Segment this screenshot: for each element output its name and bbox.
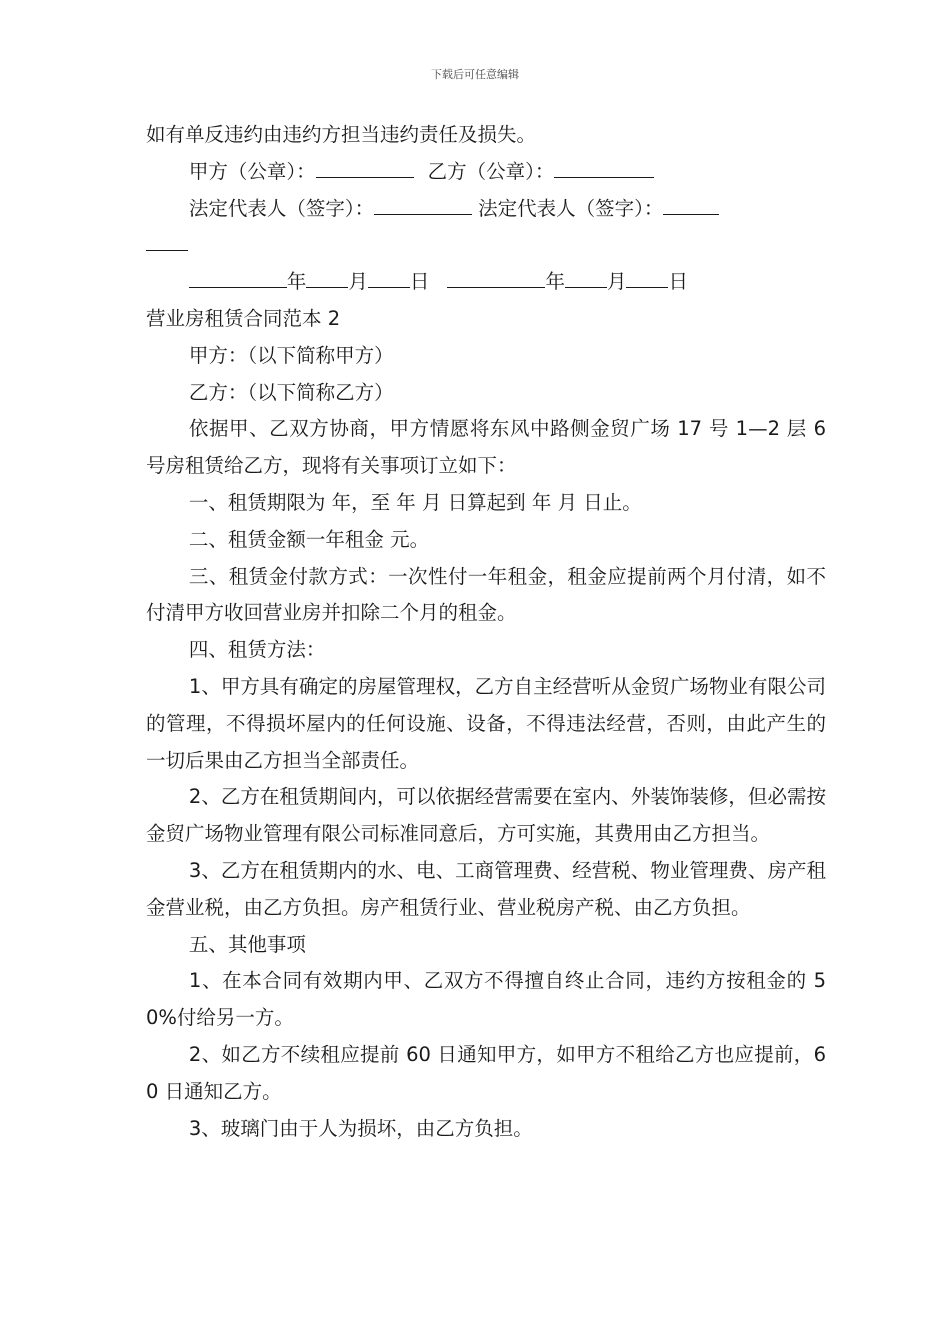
clause-other-heading: 五、其他事项	[188, 932, 306, 956]
party-b-month-label: 月	[606, 270, 627, 294]
party-b-seal-label: 乙方（公章）：	[427, 159, 555, 183]
party-a-year-blank[interactable]	[189, 268, 287, 289]
clause-payment-method: 三、租赁金付款方式：一次性付一年租金，租金应提前两个月付清，如不付清甲方收回营业房并扣除二个月的租金。	[146, 564, 826, 625]
party-b-representative-label: 法定代表人（签字）：	[478, 196, 664, 220]
party-b-representative-blank-cont[interactable]	[146, 231, 188, 252]
signature-date-line	[146, 264, 826, 301]
party-b-day-label: 日	[668, 270, 688, 294]
clause-lease-method-heading: 四、租赁方法：	[188, 638, 326, 662]
party-a-representative-blank[interactable]	[374, 194, 472, 215]
clause-lease-amount: 二、租赁金额一年租金 元。	[188, 527, 430, 551]
party-a-month-label: 月	[348, 270, 368, 294]
party-b-year-blank[interactable]	[447, 268, 545, 289]
clause-other-2: 2、如乙方不续租应提前 60 日通知甲方，如甲方不租给乙方也应提前，60 日通知乙方。	[146, 1042, 826, 1103]
document-body	[146, 117, 826, 1147]
party-a-seal-blank[interactable]	[316, 157, 414, 178]
clause-lease-term: 一、租赁期限为 年，至 年 月 日算起到 年 月 日止。	[188, 490, 642, 514]
clause-lease-method-3: 3、乙方在租赁期内的水、电、工商管理费、经营税、物业管理费、房产租金营业税，由乙方负担。房产租赁行业、营业税房产税、由乙方负担。	[146, 858, 826, 919]
page-header: 下载后可任意编辑	[431, 68, 519, 81]
clause-other-3: 3、玻璃门由于人为损坏，由乙方负担。	[188, 1116, 533, 1140]
paragraph-agreement-intro: 依据甲、乙双方协商，甲方情愿将东风中路侧金贸广场 17 号 1—2 层 6 号房租赁给乙方，现将有关事项订立如下：	[146, 417, 826, 478]
party-a-representative-label: 法定代表人（签字）：	[188, 196, 375, 220]
party-b-line: 乙方：（以下简称乙方）	[188, 380, 394, 404]
clause-lease-method-1: 1、甲方具有确定的房屋管理权，乙方自主经营听从金贸广场物业有限公司的管理，不得损坏屋内的任何设施、设备，不得违法经营，否则，由此产生的一切后果由乙方担当全部责任。	[146, 674, 826, 772]
representative-blank-continuation	[146, 227, 826, 264]
party-b-year-label: 年	[545, 270, 565, 294]
party-a-seal-label: 甲方（公章）：	[188, 159, 316, 183]
party-b-day-blank[interactable]	[626, 268, 668, 289]
clause-lease-method-2: 2、乙方在租赁期间内，可以依据经营需要在室内、外装饰装修，但必需按金贸广场物业管理有限公司标准同意后，方可实施，其费用由乙方担当。	[146, 785, 826, 846]
paragraph-breach-liability: 如有单反违约由违约方担当违约责任及损失。	[146, 123, 537, 146]
clause-other-1: 1、在本合同有效期内甲、乙双方不得擅自终止合同，违约方按租金的 50%付给另一方。	[146, 969, 826, 1030]
party-b-representative-blank[interactable]	[663, 194, 719, 215]
party-a-line: 甲方：（以下简称甲方）	[188, 343, 394, 367]
signature-seal-line	[146, 154, 826, 191]
party-a-month-blank[interactable]	[306, 268, 348, 289]
party-a-day-label: 日	[409, 270, 430, 294]
section-title: 营业房租赁合同范本 2	[146, 306, 341, 330]
signature-representative-line	[146, 191, 826, 228]
party-b-seal-blank[interactable]	[554, 157, 654, 178]
party-a-year-label: 年	[286, 270, 307, 294]
party-a-day-blank[interactable]	[368, 268, 410, 289]
party-b-month-blank[interactable]	[565, 268, 607, 289]
